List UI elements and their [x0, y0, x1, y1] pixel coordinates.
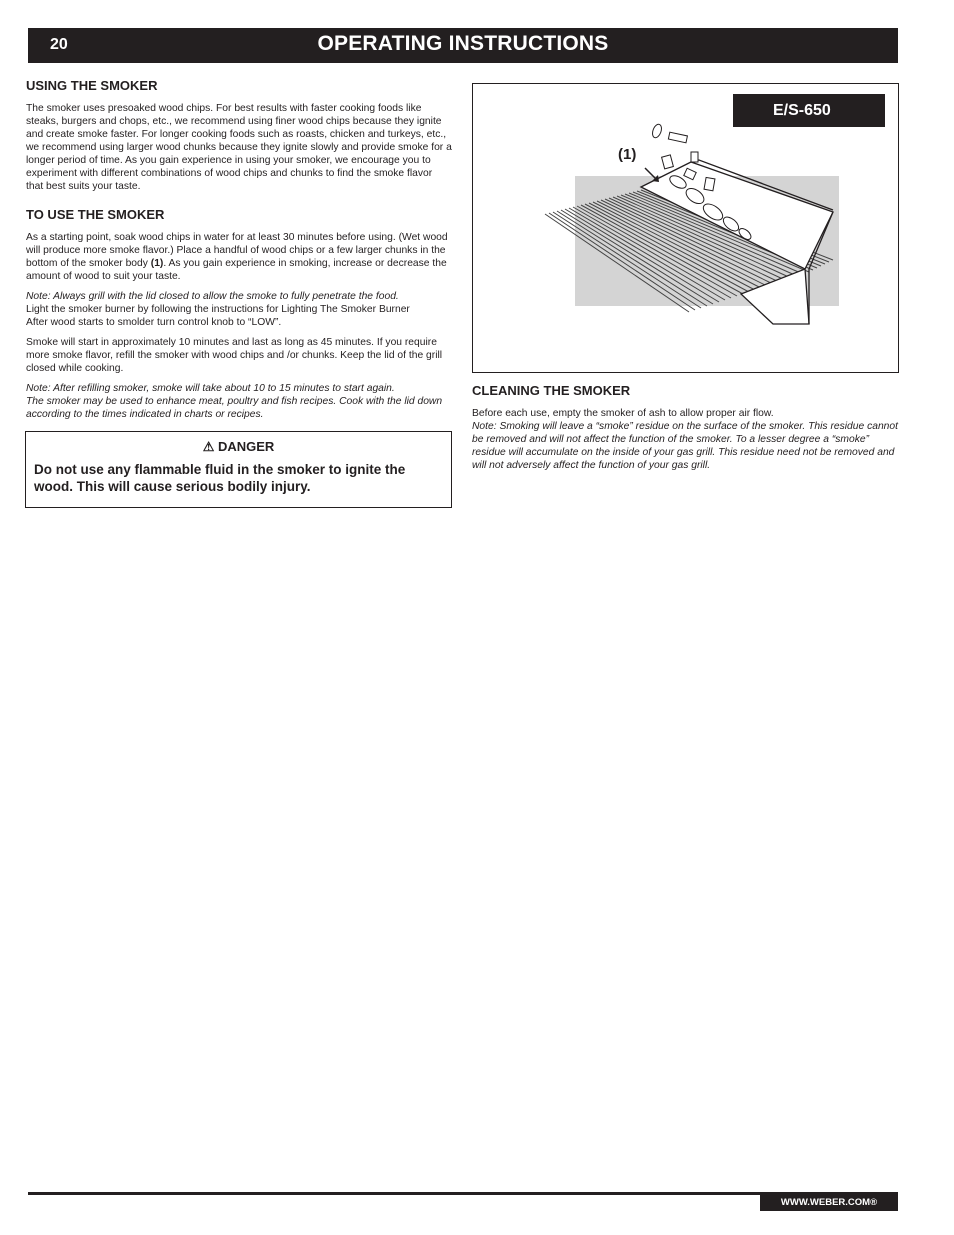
callout-label: (1): [618, 146, 637, 163]
cleaning-note: Note: Smoking will leave a “smoke” residue on the surface of the smoker. This residue cannot be removed and will not affect the function of the smoker. To a lesser degree a “smoke” residue will accumulate on the inside of your gas grill. This residue need not be removed and will not adversely affect the function of your gas grill.: [472, 421, 898, 471]
part-reference: (1): [150, 258, 164, 269]
smoker-illustration: [473, 84, 898, 372]
note-refill: Note: After refilling smoker, smoke will take about 10 to 15 minutes to start again.: [26, 383, 395, 394]
page-title: OPERATING INSTRUCTIONS: [317, 32, 609, 55]
using-smoker-body: The smoker uses presoaked wood chips. For best results with faster cooking foods like steaks, burgers and chops, etc., we recommend using finer wood chips because they ignite and create smoke faster. For longer cooking foods such as roasts, chicken and turkeys, etc., we recommend using larger wood chunks because they ignite slowly and provide smoke for a longer period of time. As you gain experience in using your smoker, we encourage you to experiment with different combinations of wood chips and chunks to find the smoke flavor that best suits your taste.: [26, 103, 452, 192]
note-lid-closed: Note: Always grill with the lid closed to allow the smoke to fully penetrate the food.: [26, 291, 399, 302]
page-number: 20: [50, 36, 68, 53]
using-smoker-heading: USING THE SMOKER: [26, 78, 158, 93]
light-burner-text: Light the smoker burner by following the instructions for Lighting The Smoker Burner: [26, 304, 410, 315]
turn-knob-text: After wood starts to smolder turn control knob to “LOW”.: [26, 317, 282, 328]
cleaning-body: Before each use, empty the smoker of ash to allow proper air flow.: [472, 408, 774, 419]
smoker-figure: [472, 83, 899, 373]
danger-label: DANGER: [217, 439, 275, 454]
danger-title: [26, 439, 451, 455]
model-tag: E/S-650: [733, 94, 885, 127]
to-use-text-b: . As you gain experience in smoking, increase or decrease the amount of wood to suit your taste.: [26, 258, 447, 282]
danger-box: [25, 431, 452, 508]
footer-url: WWW.WEBER.COM®: [760, 1195, 898, 1211]
warning-icon: ⚠: [202, 439, 215, 454]
note-recipes: The smoker may be used to enhance meat, poultry and fish recipes. Cook with the lid down according to the times indicated in charts or recipes.: [26, 396, 443, 420]
to-use-smoker-body: [26, 231, 452, 283]
to-use-text-a: As a starting point, soak wood chips in water for at least 30 minutes before using. (Wet wood will produce more smoke flavor.) Place a handful of wood chips or a few larger chunks in the bottom of the smoker body: [26, 232, 448, 269]
cleaning-smoker-heading: CLEANING THE SMOKER: [472, 383, 631, 398]
to-use-smoker-heading: TO USE THE SMOKER: [26, 207, 165, 222]
header-bar: [28, 28, 898, 63]
right-column: [472, 383, 898, 472]
left-column: [26, 78, 452, 421]
smoke-duration-text: Smoke will start in approximately 10 minutes and last as long as 45 minutes. If you require more smoke flavor, refill the smoker with wood chips and /or chunks. Keep the lid of the grill closed while cooking.: [26, 337, 443, 374]
danger-text: Do not use any flammable fluid in the smoker to ignite the wood. This will cause serious bodily injury.: [34, 462, 406, 494]
